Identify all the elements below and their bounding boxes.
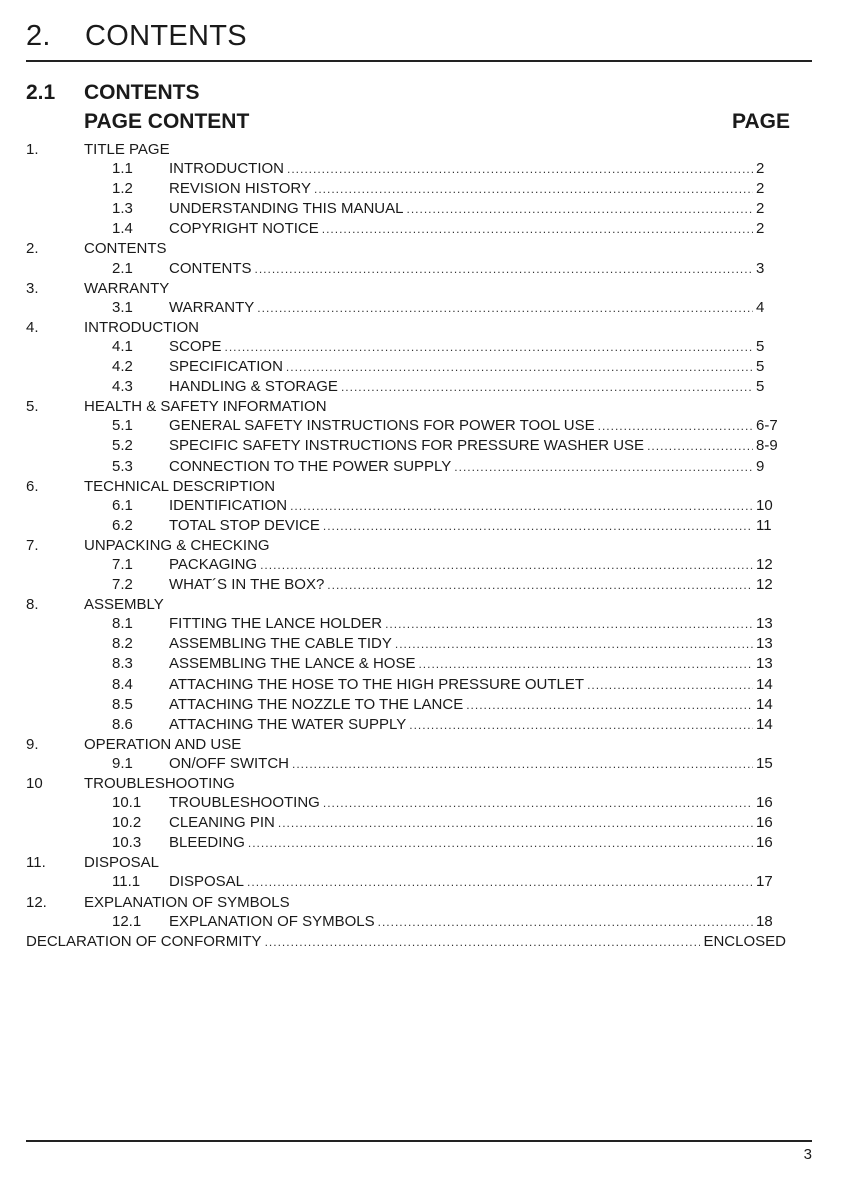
toc-entry-number: 8.2 xyxy=(112,635,133,653)
dot-leader xyxy=(225,338,753,357)
toc-entry-number: 1.4 xyxy=(112,220,133,238)
footer-divider xyxy=(26,1140,812,1142)
toc-section[interactable] xyxy=(26,536,786,555)
dot-leader xyxy=(286,358,753,377)
toc-entry-page: 3 xyxy=(756,259,765,277)
toc-entry-number: 4.2 xyxy=(112,358,133,376)
toc-entry[interactable] xyxy=(26,675,786,695)
toc-section[interactable] xyxy=(26,279,786,298)
toc-entry-page: 5 xyxy=(756,378,765,396)
toc-section-title: ASSEMBLY xyxy=(84,596,164,614)
toc-entry-page: 13 xyxy=(756,635,773,653)
toc-entry-title: REVISION HISTORY xyxy=(169,180,311,198)
toc-entry-title: CONTENTS xyxy=(169,259,252,277)
toc-entry-page: 2 xyxy=(756,180,765,198)
toc-section-title: DISPOSAL xyxy=(84,854,160,872)
toc-entry-title: INTRODUCTION xyxy=(169,160,284,178)
toc-entry-page: 2 xyxy=(756,200,765,218)
toc-section-title: OPERATION AND USE xyxy=(84,735,242,753)
toc-entry-page: 16 xyxy=(756,794,773,812)
toc-entry-number: 7.1 xyxy=(112,555,133,573)
dot-leader xyxy=(248,834,753,853)
toc-entry[interactable] xyxy=(26,634,786,654)
toc-entry[interactable] xyxy=(26,436,786,456)
toc-entry-number: 1.3 xyxy=(112,200,133,218)
dot-leader xyxy=(418,655,753,674)
toc-entry[interactable] xyxy=(26,259,786,279)
toc-entry-page: 17 xyxy=(756,873,773,891)
page-title-text: CONTENTS xyxy=(85,20,247,52)
toc-entry-number: 1.2 xyxy=(112,180,133,198)
toc-entry-number: 3.1 xyxy=(112,298,133,316)
toc-entry-title: SCOPE xyxy=(169,337,222,355)
toc-entry-page: 4 xyxy=(756,298,765,316)
toc-entry-title: ASSEMBLING THE CABLE TIDY xyxy=(169,635,392,653)
toc-entry[interactable] xyxy=(26,695,786,715)
toc-entry-number: 5.2 xyxy=(112,437,133,455)
toc-section-title: TECHNICAL DESCRIPTION xyxy=(84,477,276,495)
toc-entry-number: 8.4 xyxy=(112,675,133,693)
toc-entry[interactable] xyxy=(26,555,786,575)
toc-entry-page: 8-9 xyxy=(756,437,778,455)
toc-section-title: TITLE PAGE xyxy=(84,141,170,158)
toc-entry-page: 16 xyxy=(756,814,773,832)
dot-leader xyxy=(247,873,753,892)
header-divider xyxy=(26,60,812,62)
toc-entry[interactable] xyxy=(26,377,786,397)
dot-leader xyxy=(292,755,753,774)
toc-entry[interactable] xyxy=(26,199,786,219)
column-header-content: PAGE CONTENT xyxy=(84,110,250,133)
dot-leader xyxy=(341,378,753,397)
toc-entry-page: 6-7 xyxy=(756,417,778,435)
toc-entry[interactable] xyxy=(26,872,786,892)
dot-leader xyxy=(409,716,753,735)
toc-entry-title: DISPOSAL xyxy=(169,873,245,891)
toc-entry-page: 2 xyxy=(756,160,765,178)
toc-section[interactable] xyxy=(26,140,786,159)
toc-entry[interactable] xyxy=(26,813,786,833)
section-heading xyxy=(26,81,200,105)
toc-entry-title: PACKAGING xyxy=(169,555,258,573)
toc-section[interactable] xyxy=(26,318,786,337)
toc-section-number: 6. xyxy=(26,477,39,495)
toc-entry-title: HANDLING & STORAGE xyxy=(169,378,338,396)
toc-entry-title: WARRANTY xyxy=(169,298,255,316)
toc-entry-title: UNDERSTANDING THIS MANUAL xyxy=(169,200,404,218)
toc-entry-page: 16 xyxy=(756,834,773,852)
dot-leader xyxy=(314,180,753,199)
dot-leader xyxy=(255,260,754,279)
toc-entry-number: 6.1 xyxy=(112,496,133,514)
toc-entry-page: 13 xyxy=(756,655,773,673)
toc-entry-title: ON/OFF SWITCH xyxy=(169,754,289,772)
toc-entry-number: 4.1 xyxy=(112,337,133,355)
toc-section-number: 2. xyxy=(26,240,39,258)
toc-entry-page: 14 xyxy=(756,715,773,733)
toc-section[interactable] xyxy=(26,735,786,754)
toc-section[interactable] xyxy=(26,239,786,258)
toc-entry-page: 5 xyxy=(756,358,765,376)
toc-section-number: 9. xyxy=(26,735,39,753)
toc-entry-number: 12.1 xyxy=(112,912,142,930)
toc-entry-title: EXPLANATION OF SYMBOLS xyxy=(169,912,375,930)
dot-leader xyxy=(323,517,753,536)
dot-leader xyxy=(265,933,701,952)
toc-declaration-title: DECLARATION OF CONFORMITY xyxy=(26,932,262,950)
toc-entry-title: BLEEDING xyxy=(169,834,245,852)
toc-entry[interactable] xyxy=(26,754,786,774)
toc-entry[interactable] xyxy=(26,298,786,318)
dot-leader xyxy=(385,615,753,634)
dot-leader xyxy=(278,814,753,833)
toc-entry[interactable] xyxy=(26,654,786,674)
toc-entry[interactable] xyxy=(26,912,786,932)
dot-leader xyxy=(322,220,753,239)
toc-entry-number: 10.1 xyxy=(112,794,142,812)
toc-section-number: 7. xyxy=(26,536,39,554)
toc-section[interactable] xyxy=(26,477,786,496)
toc-entry[interactable] xyxy=(26,575,786,595)
toc-entry-page: 9 xyxy=(756,457,765,475)
toc-declaration-page: ENCLOSED xyxy=(703,932,786,950)
dot-leader xyxy=(454,458,753,477)
toc-entry[interactable] xyxy=(26,159,786,179)
toc-entry-number: 8.5 xyxy=(112,695,133,713)
toc-entry-page: 14 xyxy=(756,695,773,713)
toc-section-number: 11. xyxy=(26,854,46,872)
toc-entry[interactable] xyxy=(26,833,786,853)
dot-leader xyxy=(466,696,753,715)
toc-entry-page: 13 xyxy=(756,615,773,633)
toc-entry-title: CLEANING PIN xyxy=(169,814,275,832)
dot-leader xyxy=(287,160,753,179)
toc-declaration[interactable] xyxy=(26,932,786,952)
toc-entry-page: 15 xyxy=(756,754,773,772)
toc-section-title: EXPLANATION OF SYMBOLS xyxy=(84,893,290,911)
toc-entry-number: 4.3 xyxy=(112,378,133,396)
toc-entry-title: ASSEMBLING THE LANCE & HOSE xyxy=(169,655,416,673)
toc-entry-number: 7.2 xyxy=(112,576,133,594)
toc-entry-title: TOTAL STOP DEVICE xyxy=(169,516,320,534)
toc-section-number: 4. xyxy=(26,318,39,336)
toc-entry-number: 10.3 xyxy=(112,834,142,852)
dot-leader xyxy=(587,676,753,695)
toc-section-number: 12. xyxy=(26,893,47,911)
toc-entry-title: TROUBLESHOOTING xyxy=(169,794,320,812)
toc-entry[interactable] xyxy=(26,715,786,735)
toc-entry-number: 9.1 xyxy=(112,754,133,772)
toc-entry-page: 10 xyxy=(756,496,773,514)
dot-leader xyxy=(598,417,753,436)
toc-entry[interactable] xyxy=(26,179,786,199)
page-title xyxy=(26,20,247,53)
toc-entry-title: WHAT´S IN THE BOX? xyxy=(169,576,325,594)
section-heading-text: CONTENTS xyxy=(84,81,200,104)
toc-entry-number: 8.3 xyxy=(112,655,133,673)
toc-entry-page: 12 xyxy=(756,555,773,573)
toc-section-number: 8. xyxy=(26,596,39,614)
toc-entry-page: 12 xyxy=(756,576,773,594)
dot-leader xyxy=(647,437,753,456)
toc-section-number: 5. xyxy=(26,398,39,416)
column-header-page: PAGE xyxy=(732,110,790,133)
dot-leader xyxy=(290,497,753,516)
toc-entry-title: ATTACHING THE HOSE TO THE HIGH PRESSURE OUTLET xyxy=(169,675,585,693)
toc-entry-number: 8.6 xyxy=(112,715,133,733)
toc-entry-number: 11.1 xyxy=(112,873,141,891)
toc-entry[interactable] xyxy=(26,496,786,516)
toc-section-title: TROUBLESHOOTING xyxy=(84,775,235,792)
toc-entry-page: 18 xyxy=(756,912,773,930)
toc-entry-page: 5 xyxy=(756,337,765,355)
toc-entry[interactable] xyxy=(26,516,786,536)
table-of-contents xyxy=(26,140,786,952)
toc-entry-number: 8.1 xyxy=(112,615,133,633)
dot-leader xyxy=(327,576,753,595)
toc-entry-page: 2 xyxy=(756,220,765,238)
toc-entry-number: 5.1 xyxy=(112,417,133,435)
section-heading-number: 2.1 xyxy=(26,81,56,104)
dot-leader xyxy=(260,556,753,575)
toc-section-title: INTRODUCTION xyxy=(84,318,199,336)
toc-section[interactable] xyxy=(26,853,786,872)
dot-leader xyxy=(257,299,753,318)
toc-entry-title: SPECIFICATION xyxy=(169,358,283,376)
dot-leader xyxy=(395,635,753,654)
toc-entry-title: CONNECTION TO THE POWER SUPPLY xyxy=(169,457,452,475)
toc-entry[interactable] xyxy=(26,337,786,357)
toc-section-title: UNPACKING & CHECKING xyxy=(84,536,270,554)
toc-entry-page: 14 xyxy=(756,675,773,693)
toc-section[interactable] xyxy=(26,397,786,416)
dot-leader xyxy=(406,200,753,219)
toc-entry[interactable] xyxy=(26,357,786,377)
toc-section-number: 3. xyxy=(26,279,39,297)
toc-entry-title: FITTING THE LANCE HOLDER xyxy=(169,615,383,633)
dot-leader xyxy=(323,794,753,813)
toc-section-title: CONTENTS xyxy=(84,240,167,258)
toc-entry-number: 6.2 xyxy=(112,516,133,534)
toc-entry-title: GENERAL SAFETY INSTRUCTIONS FOR POWER TOOL USE xyxy=(169,417,595,435)
page-title-number: 2. xyxy=(26,20,51,52)
toc-section[interactable] xyxy=(26,774,786,793)
toc-entry-title: ATTACHING THE WATER SUPPLY xyxy=(169,715,407,733)
toc-entry-number: 2.1 xyxy=(112,259,133,277)
toc-entry-number: 1.1 xyxy=(112,160,133,178)
toc-section[interactable] xyxy=(26,595,786,614)
toc-entry-title: IDENTIFICATION xyxy=(169,496,288,514)
toc-entry-number: 10.2 xyxy=(112,814,142,832)
toc-entry[interactable] xyxy=(26,614,786,634)
toc-entry-title: COPYRIGHT NOTICE xyxy=(169,220,319,238)
toc-entry-title: ATTACHING THE NOZZLE TO THE LANCE xyxy=(169,695,464,713)
toc-entry-number: 5.3 xyxy=(112,457,133,475)
toc-entry[interactable] xyxy=(26,457,786,477)
toc-entry[interactable] xyxy=(26,793,786,813)
page-number: 3 xyxy=(803,1146,812,1163)
toc-entry[interactable] xyxy=(26,219,786,239)
toc-entry-title: SPECIFIC SAFETY INSTRUCTIONS FOR PRESSURE WASHER USE xyxy=(169,437,645,455)
toc-section-title: HEALTH & SAFETY INFORMATION xyxy=(84,398,327,416)
toc-entry[interactable] xyxy=(26,416,786,436)
toc-entry-page: 11 xyxy=(756,516,772,534)
toc-section-number: 1. xyxy=(26,141,39,158)
toc-section-title: WARRANTY xyxy=(84,279,170,297)
toc-section[interactable] xyxy=(26,893,786,912)
toc-section-number: 10 xyxy=(26,775,43,792)
dot-leader xyxy=(378,913,753,932)
